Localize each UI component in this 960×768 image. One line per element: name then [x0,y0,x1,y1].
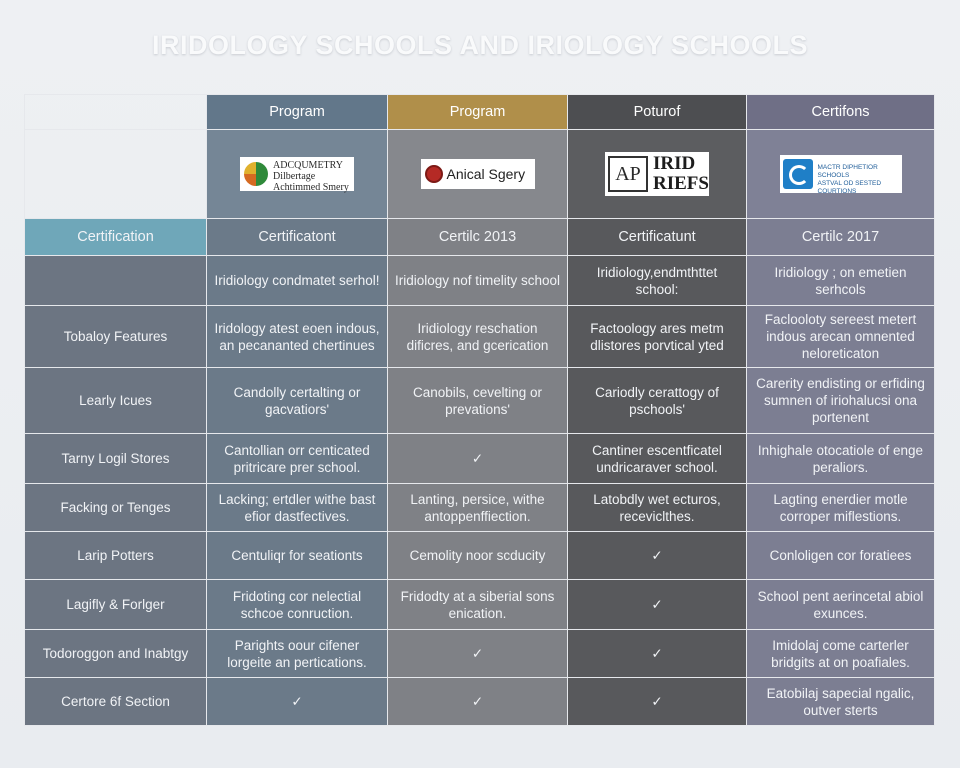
table-row [25,306,935,368]
table-cell: Inhighale otocatiole of enge peraliors. [747,434,935,484]
header-row [25,95,935,130]
check-icon: ✓ [388,678,568,726]
logo-text: Dilbertage [273,171,316,182]
table-cell: Fridodty at a siberial sons enication. [388,580,568,630]
row-label: Facking or Tenges [25,484,207,532]
check-icon: ✓ [568,532,747,580]
row-label: Larip Potters [25,532,207,580]
table-cell: Cemolity noor scducity [388,532,568,580]
table-cell: Centuliqr for seationts [207,532,388,580]
table-row [25,678,935,726]
table-row [25,630,935,678]
monogram-icon: AP [608,156,648,192]
logo-text: RIEFS [653,173,709,194]
row-label: Certification [25,219,207,256]
table-row [25,484,935,532]
table-cell: Iridiology ; on emetien serhcols [747,256,935,306]
check-icon: ✓ [568,580,747,630]
table-cell: Lagting enerdier motle corroper miflestions. [747,484,935,532]
logo-cell [388,130,568,219]
row-label: Lagifly & Forlger [25,580,207,630]
check-icon: ✓ [388,630,568,678]
table-row [25,580,935,630]
check-icon: ✓ [568,630,747,678]
corner-cell [25,95,207,130]
table-cell: Cantollian orr centicated pritricare prer school. [207,434,388,484]
certification-row [25,219,935,256]
check-icon: ✓ [568,678,747,726]
table-row [25,368,935,434]
table-cell: Imidolaj come carterler bridgits at on poafiales. [747,630,935,678]
school-logo [240,157,354,191]
table-cell: Certificatunt [568,219,747,256]
table-cell: Latobdly wet ecturos, receviclthes. [568,484,747,532]
logo-cell [747,130,935,219]
table-cell: Faclooloty sereest metert indous arecan omnented neloreticaton [747,306,935,368]
row-label [25,256,207,306]
row-label: Todoroggon and Inabtgy [25,630,207,678]
page-title: IRIDOLOGY SCHOOLS AND IRIOLOGY SCHOOLS [151,30,809,60]
row-label: Certore 6f Section [25,678,207,726]
school-logo [421,159,535,189]
table-cell: Iridiology nof timelity school [388,256,568,306]
row-label: Tobaloy Features [25,306,207,368]
blue-swirl-icon [783,159,813,189]
table-row [25,434,935,484]
logo-text: Achtimmed Smery [273,182,349,193]
comparison-table [24,94,935,726]
check-icon: ✓ [388,434,568,484]
table-cell: Factoology ares metm dlistores porvtical yted [568,306,747,368]
logo-text: ADCQUMETRY [273,160,344,171]
table-cell: School pent aerincetal abiol exunces. [747,580,935,630]
table-cell: Candolly certalting or gacvatiors' [207,368,388,434]
table-cell: Cariodly cerattogy of pschools' [568,368,747,434]
table-cell: Iridiology condmatet serhol! [207,256,388,306]
table-cell: Parights oour cifener lorgeite an pertications. [207,630,388,678]
table-row [25,532,935,580]
logo-text: ASTVAL OD SESTED COURTIONS [817,180,882,195]
table-cell: Lacking; ertdler withe bast efior dastfectives. [207,484,388,532]
leaf-circle-icon [244,162,268,186]
corner-cell [25,130,207,219]
logo-cell [568,130,747,219]
table-cell: Canobils, cevelting or prevations' [388,368,568,434]
red-circle-icon [425,165,443,183]
row-label: Tarny Logil Stores [25,434,207,484]
table-cell: Iridology atest eoen indous, an pecananted chertinues [207,306,388,368]
column-header: Poturof [568,95,747,130]
table-cell: Certificatont [207,219,388,256]
table-cell: Carerity endisting or erfiding sumnen of iriohalucsi ona portenent [747,368,935,434]
table-cell: Lanting, persice, withe antoppenffiection. [388,484,568,532]
table-cell: Conloligen cor foratiees [747,532,935,580]
logo-cell [207,130,388,219]
table-cell: Cantiner escentficatel undricaraver school. [568,434,747,484]
school-logo [780,155,902,193]
logo-text: Anical Sgery [446,166,526,182]
table-row [25,256,935,306]
table-cell: Certilc 2013 [388,219,568,256]
table-cell: Eatobilaj sapecial ngalic, outver sterts [747,678,935,726]
column-header: Certifons [747,95,935,130]
column-header: Program [207,95,388,130]
table-cell: Fridoting cor nelectial schcoe conruction. [207,580,388,630]
check-icon: ✓ [207,678,388,726]
table-cell: Iridiology,endmthttet school: [568,256,747,306]
logo-text: IRID [653,153,696,174]
row-label: Learly Icues [25,368,207,434]
school-logo [605,152,709,196]
logo-row [25,130,935,219]
logo-text: MACTR DIPHETIOR SCHOOLS [817,164,878,179]
column-header: Program [388,95,568,130]
table-cell: Certilc 2017 [747,219,935,256]
table-cell: Iridiology reschation dificres, and gcerication [388,306,568,368]
